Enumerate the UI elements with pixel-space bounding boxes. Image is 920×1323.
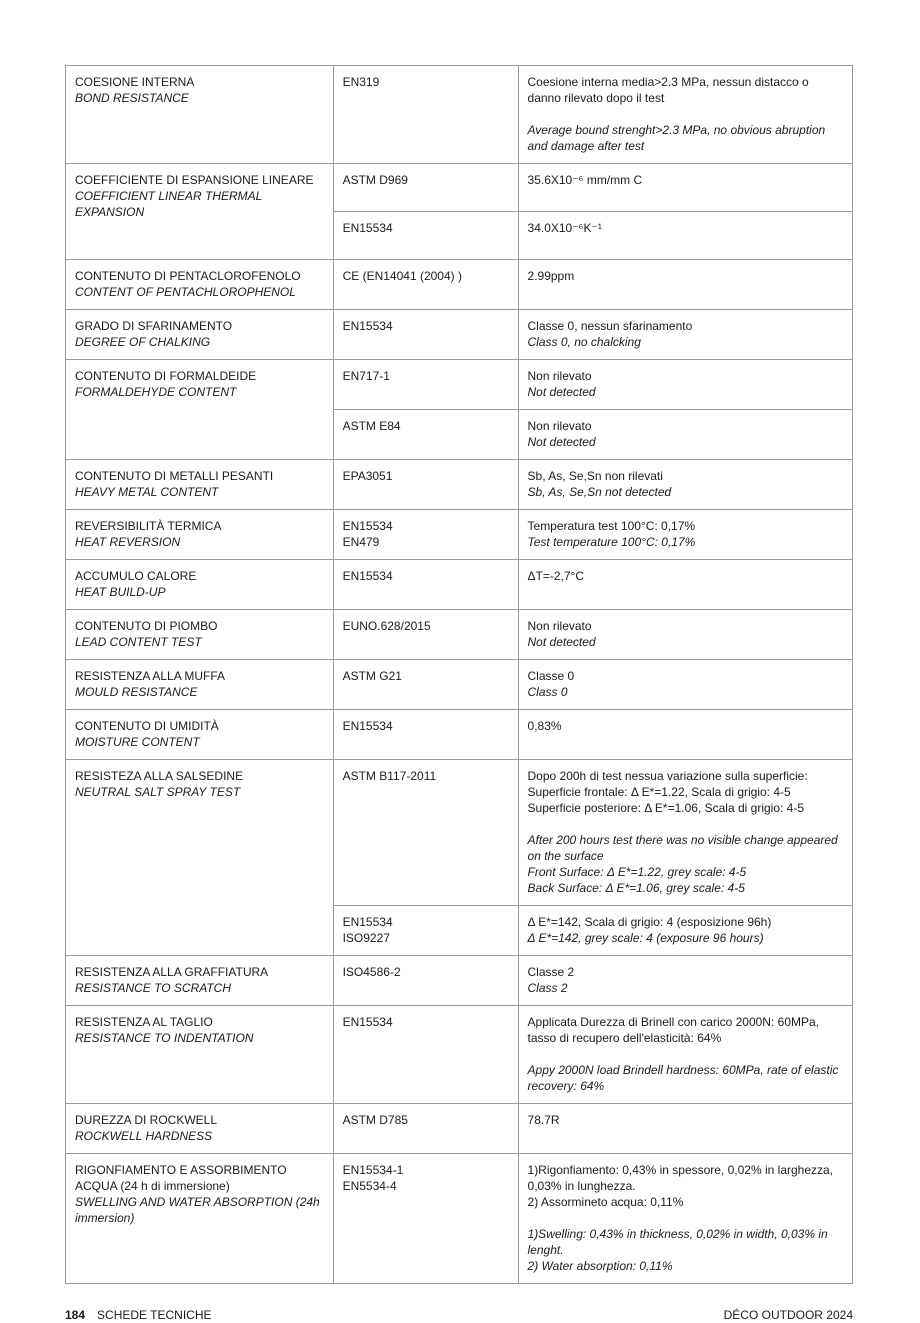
property-name-it: RESISTENZA ALLA MUFFA [75, 669, 226, 683]
standard-cell [333, 1006, 518, 1104]
table-row [66, 510, 853, 560]
result-line: Δ E*=142, grey scale: 4 (exposure 96 hours) [527, 931, 764, 945]
standard-code: ISO9227 [342, 931, 390, 945]
footer-edition: DÉCO OUTDOOR 2024 [723, 1308, 853, 1322]
property-cell [66, 360, 334, 460]
result-cell [518, 610, 852, 660]
result-text-it [528, 220, 842, 236]
page-number: 184 [65, 1308, 86, 1322]
property-cell [66, 66, 334, 164]
standard-code: EN15534 [342, 319, 393, 333]
result-cell [518, 906, 852, 956]
result-text-en [528, 1226, 842, 1274]
standard-code: EN717-1 [342, 369, 390, 383]
result-line: 2) Assormineto acqua: 0,11% [527, 1195, 684, 1209]
standard-code: EUNO.628/2015 [342, 619, 431, 633]
result-line: Appy 2000N load Brindell hardness: 60MPa, rate of elastic recovery: 64% [527, 1063, 839, 1093]
standard-code: EN5534-4 [342, 1179, 397, 1193]
standard-code: ASTM B117-2011 [342, 769, 437, 783]
result-line: Class 0 [527, 685, 568, 699]
result-line: Not detected [527, 435, 596, 449]
result-text-en [528, 684, 842, 700]
result-cell [518, 410, 852, 460]
property-cell [66, 310, 334, 360]
property-cell [66, 710, 334, 760]
standard-cell [333, 66, 518, 164]
result-text-it [528, 668, 842, 684]
result-line: After 200 hours test there was no visible change appeared on the surface [527, 833, 838, 863]
property-name-en: FORMALDEHYDE CONTENT [75, 385, 237, 399]
standard-code: ASTM E84 [342, 419, 401, 433]
property-name-it: REVERSIBILITÀ TERMICA [75, 519, 222, 533]
result-text-en [528, 122, 842, 154]
property-name-en: BOND RESISTANCE [75, 91, 189, 105]
result-text-en [528, 832, 842, 896]
standard-code: EN15534 [342, 1015, 393, 1029]
result-line: Back Surface: Δ E*=1.06, grey scale: 4-5 [527, 881, 745, 895]
standard-code: EN15534 [342, 221, 393, 235]
table-row [66, 164, 853, 212]
property-name-en: COEFFICIENT LINEAR THERMAL EXPANSION [75, 189, 263, 219]
result-text-it [528, 418, 842, 434]
property-name-it: CONTENUTO DI PENTACLOROFENOLO [75, 269, 301, 283]
technical-spec-table [65, 65, 853, 1284]
result-cell [518, 760, 852, 906]
result-text-en [528, 484, 842, 500]
standard-code: EN479 [342, 535, 380, 549]
result-text-en [528, 434, 842, 450]
footer-section-title: SCHEDE TECNICHE [97, 1308, 212, 1322]
result-text-en [528, 930, 842, 946]
result-line: 1)Swelling: 0,43% in thickness, 0,02% in width, 0,03% in lenght. [527, 1227, 828, 1257]
result-cell [518, 1006, 852, 1104]
result-text-it [528, 368, 842, 384]
result-line: 2.99ppm [527, 269, 575, 283]
table-row [66, 460, 853, 510]
standard-cell [333, 260, 518, 310]
standard-cell [333, 1104, 518, 1154]
result-line: Coesione interna media>2.3 MPa, nessun distacco o danno rilevato dopo il test [527, 75, 809, 105]
result-line: Δ E*=142, Scala di grigio: 4 (esposizione 96h) [527, 915, 772, 929]
standard-cell [333, 360, 518, 410]
property-name-en: LEAD CONTENT TEST [75, 635, 202, 649]
standard-cell [333, 1154, 518, 1284]
result-cell [518, 360, 852, 410]
result-line: Non rilevato [527, 419, 592, 433]
standard-code: ASTM D785 [342, 1113, 408, 1127]
result-text-it [528, 618, 842, 634]
property-name-en: RESISTANCE TO SCRATCH [75, 981, 232, 995]
property-name-it: CONTENUTO DI UMIDITÀ [75, 719, 219, 733]
table-row [66, 760, 853, 906]
table-row [66, 1006, 853, 1104]
property-name-it: RESISTEZA ALLA SALSEDINE [75, 769, 244, 783]
standard-cell [333, 164, 518, 212]
property-cell [66, 660, 334, 710]
table-row [66, 710, 853, 760]
table-row [66, 66, 853, 164]
result-text-en [528, 980, 842, 996]
result-line: Sb, As, Se,Sn non rilevati [527, 469, 663, 483]
standard-cell [333, 310, 518, 360]
result-text-it [528, 1162, 842, 1210]
standard-cell [333, 410, 518, 460]
property-name-en: DEGREE OF CHALKING [75, 335, 211, 349]
result-cell [518, 510, 852, 560]
property-name-en: HEAT REVERSION [75, 535, 181, 549]
property-name-it: ACCUMULO CALORE [75, 569, 197, 583]
result-line: ΔT=-2,7°C [527, 569, 585, 583]
standard-cell [333, 610, 518, 660]
property-name-en: CONTENT OF PENTACHLOROPHENOL [75, 285, 296, 299]
property-name-it: RESISTENZA AL TAGLIO [75, 1015, 213, 1029]
result-line: Average bound strenght>2.3 MPa, no obvious abruption and damage after test [527, 123, 826, 153]
result-text-it [528, 718, 842, 734]
standard-code: ASTM G21 [342, 669, 402, 683]
property-cell [66, 1006, 334, 1104]
result-line: Classe 0 [527, 669, 575, 683]
result-text-it [528, 518, 842, 534]
result-text-it [528, 768, 842, 816]
table-row [66, 610, 853, 660]
table-row [66, 260, 853, 310]
property-cell [66, 610, 334, 660]
result-text-en [528, 634, 842, 650]
result-text-en [528, 534, 842, 550]
result-text-en [528, 1062, 842, 1094]
standard-cell [333, 906, 518, 956]
result-cell [518, 460, 852, 510]
result-text-it [528, 268, 842, 284]
result-line: Class 2 [527, 981, 568, 995]
result-line: 0,83% [527, 719, 562, 733]
property-cell [66, 164, 334, 260]
result-line: Applicata Durezza di Brinell con carico 2000N: 60MPa, tasso di recupero dell'elasticità: 64% [527, 1015, 819, 1045]
result-text-it [528, 1112, 842, 1128]
standard-cell [333, 956, 518, 1006]
result-line: Not detected [527, 635, 596, 649]
footer-left [65, 1308, 212, 1323]
result-line: 34.0X10⁻⁶K⁻¹ [527, 221, 602, 235]
standard-code: CE (EN14041 (2004) ) [342, 269, 462, 283]
result-cell [518, 956, 852, 1006]
result-line: Dopo 200h di test nessua variazione sulla superficie: [527, 769, 808, 783]
result-text-it [528, 172, 842, 188]
standard-cell [333, 560, 518, 610]
table-row [66, 1104, 853, 1154]
page-footer [65, 1308, 853, 1323]
result-text-it [528, 74, 842, 106]
property-name-it: COEFFICIENTE DI ESPANSIONE LINEARE [75, 173, 314, 187]
result-line: Temperatura test 100°C: 0,17% [527, 519, 696, 533]
result-line: Test temperature 100°C: 0,17% [527, 535, 696, 549]
standard-code: EN15534 [342, 569, 393, 583]
standard-cell [333, 760, 518, 906]
result-text-it [528, 468, 842, 484]
result-text-it [528, 318, 842, 334]
result-cell [518, 310, 852, 360]
property-name-en: ROCKWELL HARDNESS [75, 1129, 213, 1143]
result-cell [518, 660, 852, 710]
property-cell [66, 510, 334, 560]
property-cell [66, 260, 334, 310]
result-text-it [528, 964, 842, 980]
property-cell [66, 1104, 334, 1154]
property-name-it: COESIONE INTERNA [75, 75, 195, 89]
property-name-it: RIGONFIAMENTO E ASSORBIMENTO ACQUA (24 h di immersione) [75, 1163, 287, 1193]
standard-cell [333, 510, 518, 560]
result-line: Non rilevato [527, 369, 592, 383]
standard-code: ISO4586-2 [342, 965, 401, 979]
table-row [66, 360, 853, 410]
property-name-it: DUREZZA DI ROCKWELL [75, 1113, 218, 1127]
result-line: Sb, As, Se,Sn not detected [527, 485, 672, 499]
standard-code: ASTM D969 [342, 173, 408, 187]
standard-code: EN319 [342, 75, 380, 89]
property-name-it: CONTENUTO DI FORMALDEIDE [75, 369, 257, 383]
standard-code: EN15534 [342, 915, 393, 929]
table-row [66, 660, 853, 710]
property-cell [66, 560, 334, 610]
result-line: Classe 2 [527, 965, 575, 979]
property-name-it: GRADO DI SFARINAMENTO [75, 319, 233, 333]
result-text-en [528, 334, 842, 350]
result-cell [518, 1154, 852, 1284]
property-name-en: HEAVY METAL CONTENT [75, 485, 219, 499]
property-name-it: CONTENUTO DI METALLI PESANTI [75, 469, 274, 483]
property-name-en: HEAT BUILD-UP [75, 585, 166, 599]
standard-code: EN15534 [342, 719, 393, 733]
result-cell [518, 710, 852, 760]
property-name-it: RESISTENZA ALLA GRAFFIATURA [75, 965, 269, 979]
table-row [66, 310, 853, 360]
result-cell [518, 164, 852, 212]
property-cell [66, 956, 334, 1006]
result-text-it [528, 914, 842, 930]
table-row [66, 956, 853, 1006]
result-line: Class 0, no chalcking [527, 335, 641, 349]
result-line: Superficie frontale: Δ E*=1.22, Scala di grigio: 4-5 [527, 785, 791, 799]
standard-code: EN15534 [342, 519, 393, 533]
table-row [66, 1154, 853, 1284]
result-line: Classe 0, nessun sfarinamento [527, 319, 693, 333]
standard-cell [333, 460, 518, 510]
result-cell [518, 560, 852, 610]
result-line: 1)Rigonfiamento: 0,43% in spessore, 0,02% in larghezza, 0,03% in lunghezza. [527, 1163, 834, 1193]
result-text-it [528, 1014, 842, 1046]
property-name-en: RESISTANCE TO INDENTATION [75, 1031, 254, 1045]
property-cell [66, 760, 334, 956]
result-line: 78.7R [527, 1113, 560, 1127]
standard-code: EN15534-1 [342, 1163, 404, 1177]
property-name-en: NEUTRAL SALT SPRAY TEST [75, 785, 241, 799]
result-line: Non rilevato [527, 619, 592, 633]
result-cell [518, 1104, 852, 1154]
standard-cell [333, 710, 518, 760]
result-cell [518, 260, 852, 310]
result-line: Not detected [527, 385, 596, 399]
result-line: 2) Water absorption: 0,11% [527, 1259, 673, 1273]
property-cell [66, 460, 334, 510]
result-cell [518, 212, 852, 260]
property-name-en: SWELLING AND WATER ABSORPTION (24h immersion) [75, 1195, 320, 1225]
property-name-en: MOISTURE CONTENT [75, 735, 200, 749]
standard-code: EPA3051 [342, 469, 393, 483]
property-name-en: MOULD RESISTANCE [75, 685, 198, 699]
table-row [66, 560, 853, 610]
standard-cell [333, 660, 518, 710]
result-text-it [528, 568, 842, 584]
property-name-it: CONTENUTO DI PIOMBO [75, 619, 218, 633]
result-line: 35.6X10⁻⁶ mm/mm C [527, 173, 643, 187]
standard-cell [333, 212, 518, 260]
property-cell [66, 1154, 334, 1284]
result-line: Superficie posteriore: Δ E*=1.06, Scala di grigio: 4-5 [527, 801, 805, 815]
result-line: Front Surface: Δ E*=1.22, grey scale: 4-5 [527, 865, 747, 879]
result-cell [518, 66, 852, 164]
result-text-en [528, 384, 842, 400]
